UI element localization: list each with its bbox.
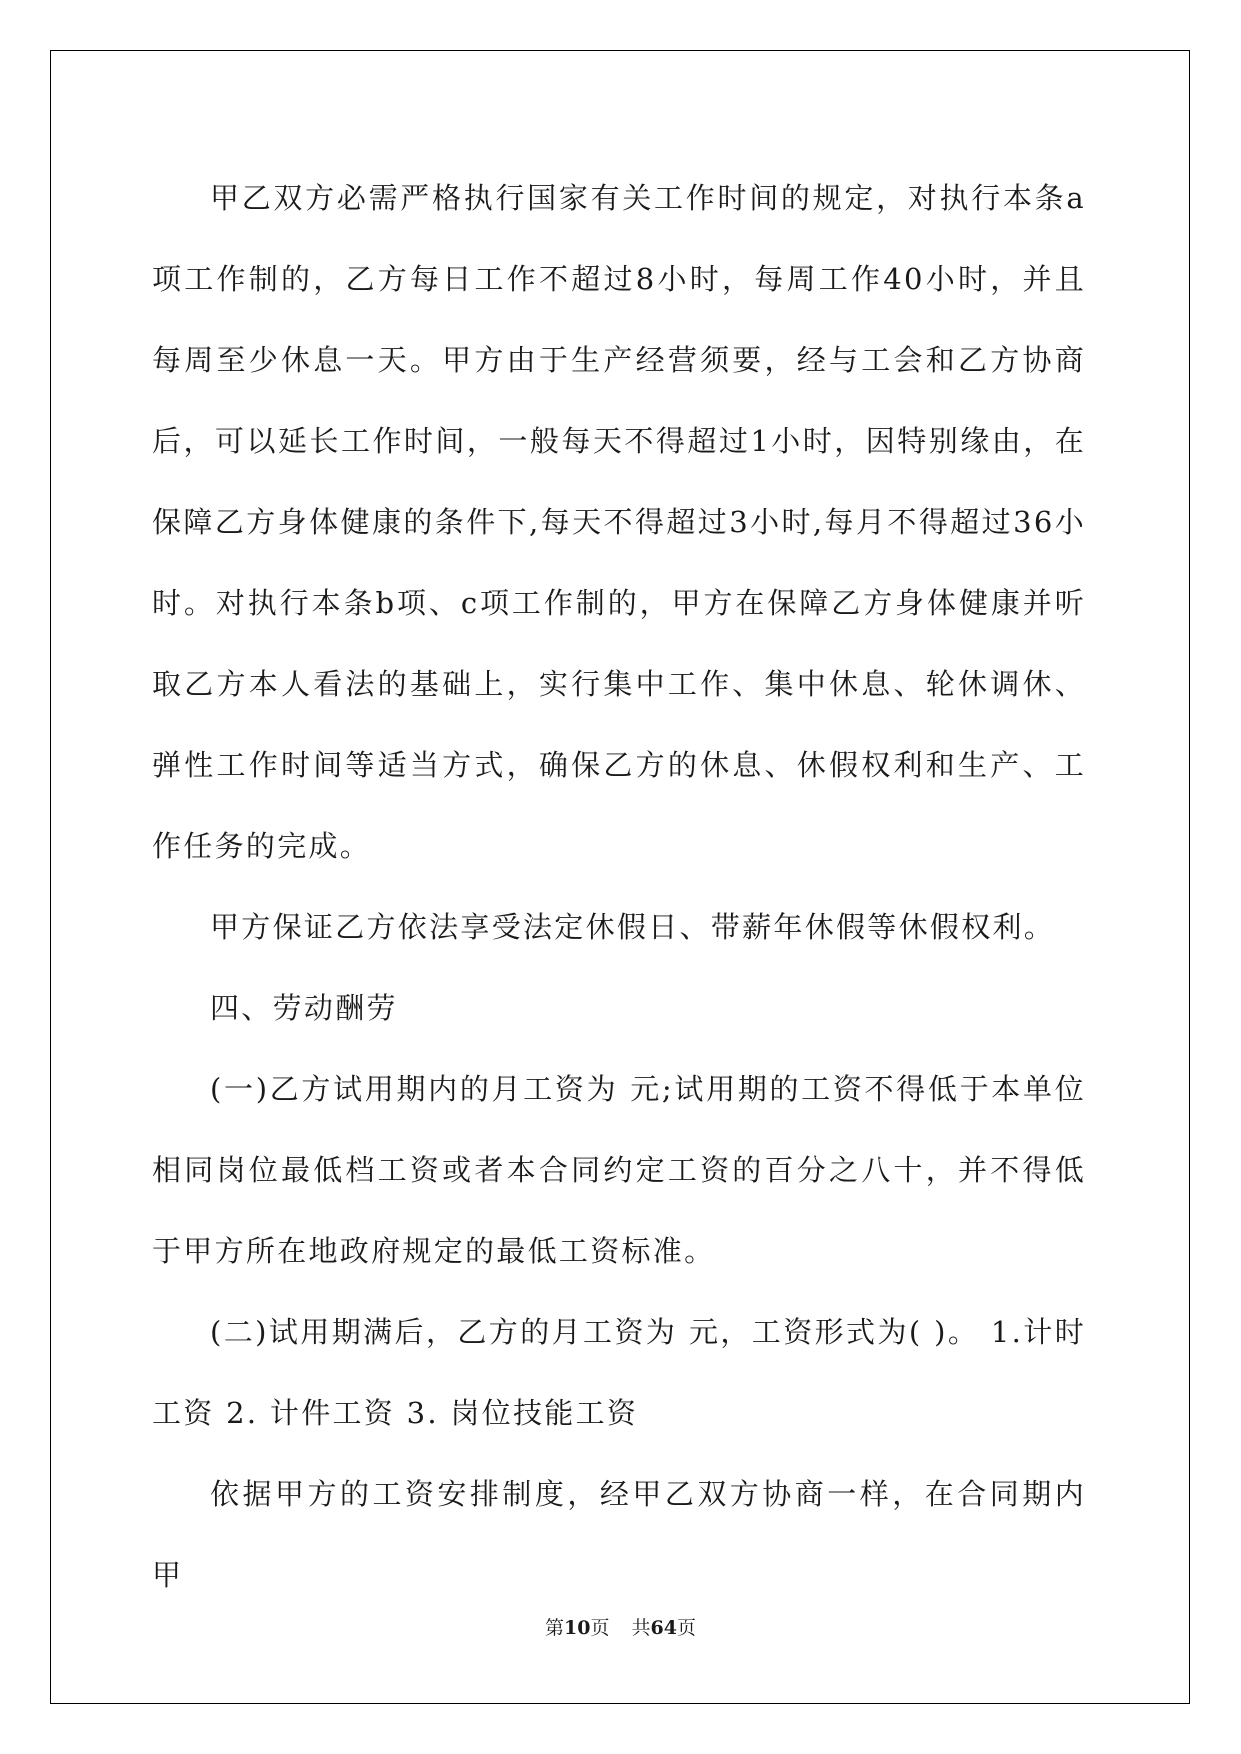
paragraph-wage-system: 依据甲方的工资安排制度，经甲乙双方协商一样，在合同期内甲 [152, 1477, 1086, 1592]
paragraph-post-probation-wage: (二)试用期满后，乙方的月工资为 元，工资形式为( )。 1.计时工资 2. 计件工资 3. 岗位技能工资 [152, 1315, 1086, 1430]
page-footer [0, 1613, 1241, 1640]
footer-total-pages: 64 [650, 1617, 677, 1639]
paragraph-holiday-rights: 甲方保证乙方依法享受法定休假日、带薪年休假等休假权利。 [210, 910, 1056, 944]
footer-page-number: 10 [564, 1617, 591, 1639]
footer-total-prefix: 共 [631, 1617, 651, 1639]
section-heading-remuneration: 四、劳动酬劳 [210, 991, 398, 1025]
document-body [152, 158, 1086, 1616]
footer-page-suffix: 页 [590, 1617, 610, 1639]
footer-total-suffix: 页 [676, 1617, 696, 1639]
footer-prefix: 第 [545, 1617, 565, 1639]
paragraph-working-hours: 甲乙双方必需严格执行国家有关工作时间的规定，对执行本条a项工作制的，乙方每日工作不超过8小时，每周工作40小时，并且每周至少休息一天。甲方由于生产经营须要，经与工会和乙方协商后，可以延长工作时间，一般每天不得超过1小时，因特别缘由，在保障乙方身体健康的条件下,每天不得超过3小时,每月不得超过36小时。对执行本条b项、c项工作制的，甲方在保障乙方身体健康并听取乙方本人看法的基础上，实行集中工作、集中休息、轮休调休、弹性工作时间等适当方式，确保乙方的休息、休假权利和生产、工作任务的完成。 [152, 181, 1086, 863]
paragraph-probation-wage: (一)乙方试用期内的月工资为 元;试用期的工资不得低于本单位相同岗位最低档工资或者本合同约定工资的百分之八十，并不得低于甲方所在地政府规定的最低工资标准。 [152, 1072, 1086, 1268]
